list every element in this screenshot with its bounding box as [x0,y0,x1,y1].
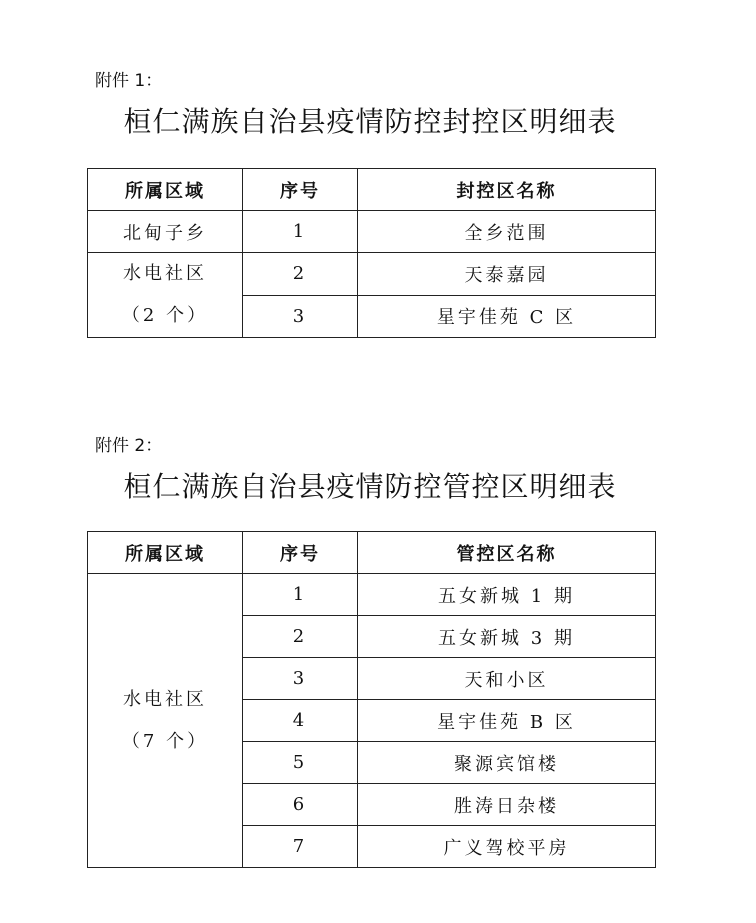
table-row [88,211,656,253]
table-row [88,253,656,296]
region-name: 水电社区 [123,688,207,710]
region-cell: 北甸子乡 [88,211,243,253]
region-count: （7 个） [121,730,209,752]
area-name-cell: 胜涛日杂楼 [358,784,656,826]
header-number: 序号 [243,169,358,211]
area-name-cell: 广义驾校平房 [358,826,656,868]
number-cell: 2 [243,616,358,658]
header-number: 序号 [243,532,358,574]
number-cell: 3 [243,295,358,338]
area-name-cell: 聚源宾馆楼 [358,742,656,784]
number-cell: 6 [243,784,358,826]
region-cell [88,253,243,338]
attachment-1-title: 桓仁满族自治县疫情防控封控区明细表 [123,105,617,138]
sealed-area-table [87,168,656,338]
number-cell: 3 [243,658,358,700]
region-count: （2 个） [121,305,209,326]
attachment-1-label: 附件 1： [95,71,163,91]
number-cell: 7 [243,826,358,868]
header-region: 所属区域 [88,532,243,574]
table-header-row [88,532,656,574]
header-area-name: 管控区名称 [358,532,656,574]
area-name-cell: 天泰嘉园 [358,253,656,296]
attachment-2-label: 附件 2： [95,436,163,456]
attachment-2-title: 桓仁满族自治县疫情防控管控区明细表 [123,470,617,503]
number-cell: 4 [243,700,358,742]
area-name-cell: 星宇佳苑 B 区 [358,700,656,742]
number-cell: 1 [243,574,358,616]
region-name: 水电社区 [123,263,207,284]
area-name-cell: 全乡范围 [358,211,656,253]
area-name-cell: 星宇佳苑 C 区 [358,295,656,338]
number-cell: 5 [243,742,358,784]
table-header-row [88,169,656,211]
table-row [88,574,656,616]
number-cell: 2 [243,253,358,296]
area-name-cell: 五女新城 3 期 [358,616,656,658]
area-name-cell: 五女新城 1 期 [358,574,656,616]
number-cell: 1 [243,211,358,253]
header-region: 所属区域 [88,169,243,211]
region-cell [88,574,243,868]
header-area-name: 封控区名称 [358,169,656,211]
area-name-cell: 天和小区 [358,658,656,700]
controlled-area-table [87,531,656,868]
